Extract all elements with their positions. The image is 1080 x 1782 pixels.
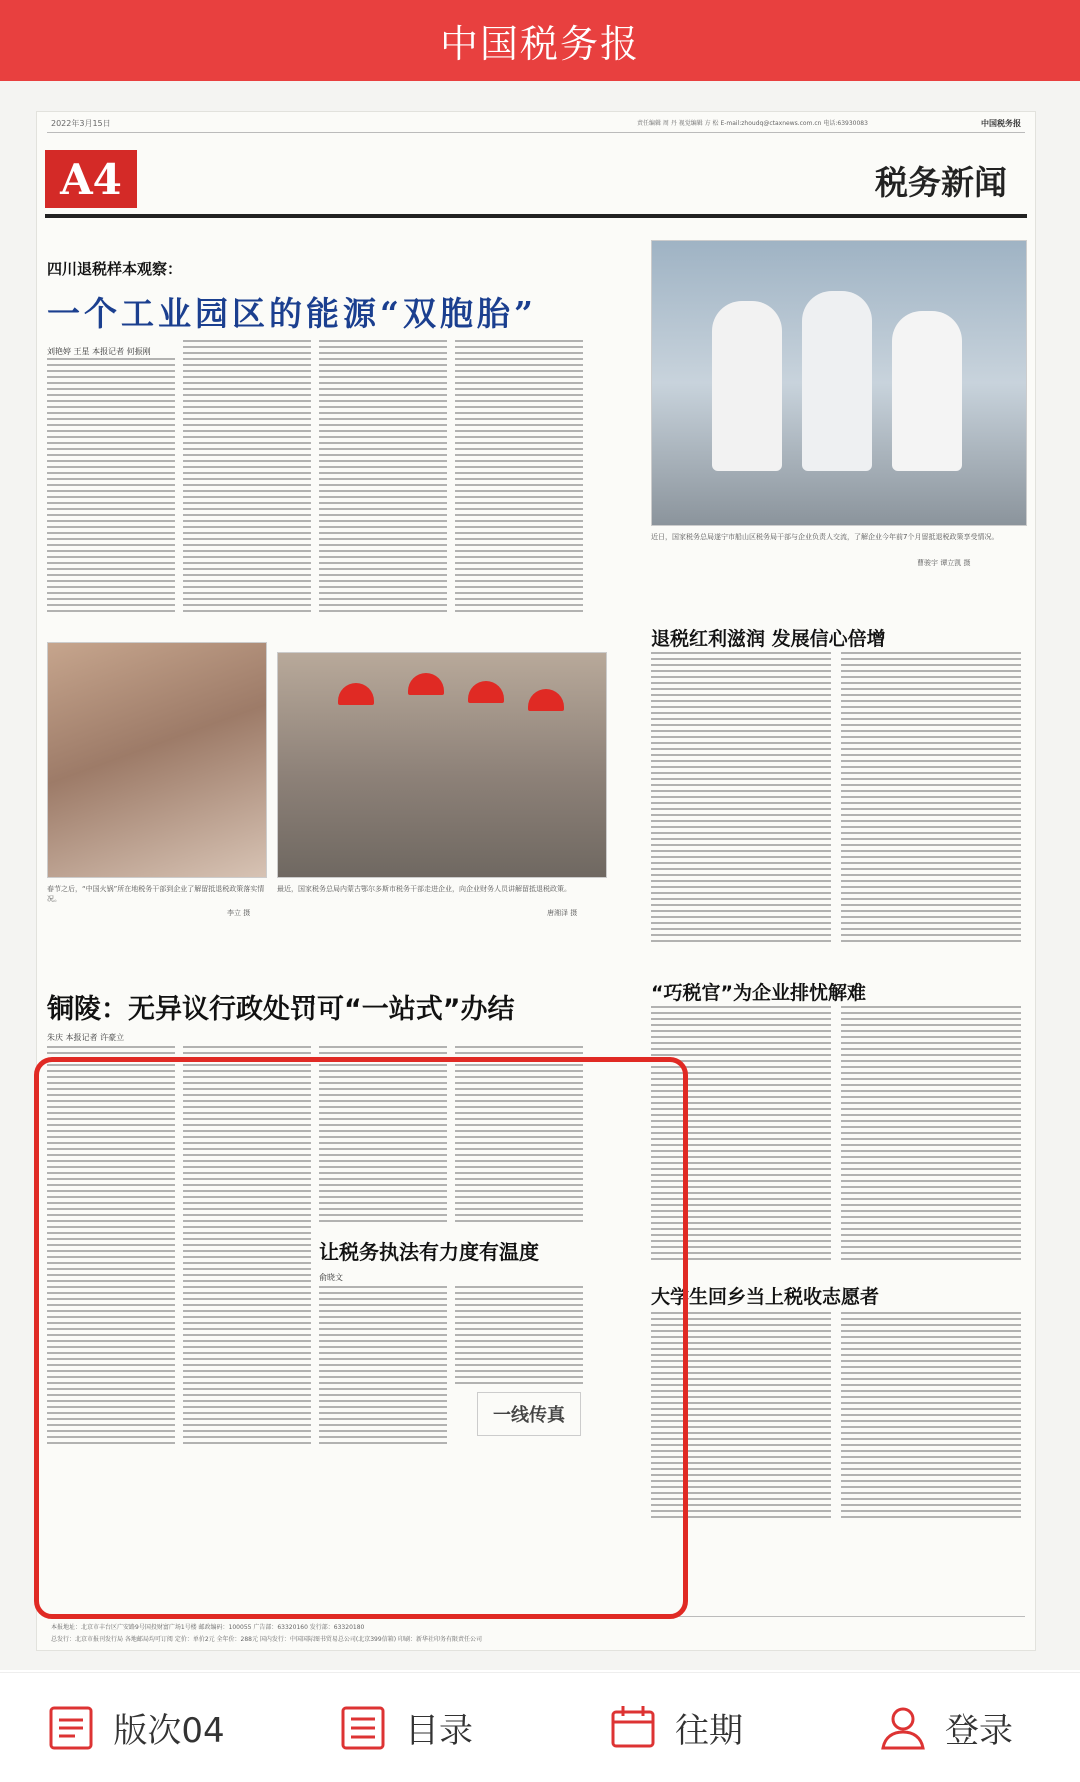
nav-login[interactable] <box>810 1702 1080 1754</box>
nav-edition[interactable] <box>0 1702 270 1754</box>
newspaper-viewer[interactable] <box>0 81 1080 1670</box>
lead-byline: 刘艳婷 王星 本报记者 何振刚 <box>47 347 151 356</box>
lead-title[interactable]: 一个工业园区的能源“双胞胎” <box>47 294 537 333</box>
issue-date: 2022年3月15日 <box>51 119 111 128</box>
masthead-rule <box>45 214 1027 218</box>
nav-edition-label: 版次04 <box>113 1711 225 1751</box>
footer-address: 本报地址：北京市丰台区广安路9号国投财富广场1号楼 邮政编码：100055 广告部：63320160 发行部：63320180 <box>51 1624 365 1631</box>
brand-small: 中国税务报 <box>981 119 1021 128</box>
photo3-caption: 最近，国家税务总局内蒙古鄂尔多斯市税务干部走进企业，向企业财务人员讲解留抵退税政策。 <box>277 885 571 893</box>
user-icon <box>877 1702 929 1754</box>
highlight-byline: 朱庆 本报记者 许豪立 <box>47 1033 125 1042</box>
lead-column-4 <box>455 340 583 614</box>
editor-info: 责任编辑 周 丹 视觉编辑 方 松 E-mail:zhoudq@ctaxnews.com.cn 电话:63930083 <box>637 120 868 127</box>
right-headline-3[interactable]: 大学生回乡当上税收志愿者 <box>651 1286 880 1308</box>
nav-catalog[interactable] <box>270 1702 540 1754</box>
right2-column-b <box>841 1006 1021 1260</box>
list-icon <box>337 1702 389 1754</box>
page-number-badge: A4 <box>45 150 137 208</box>
sub-article-title[interactable]: 让税务执法有力度有温度 <box>319 1240 539 1264</box>
photo1-caption: 近日，国家税务总局遂宁市船山区税务局干部与企业负责人交流，了解企业今年前7个月留抵退税政策享受情况。 <box>651 533 999 541</box>
right-headline-1[interactable]: 退税红利滋润 发展信心倍增 <box>651 628 886 650</box>
right-headline-2[interactable]: “巧税官”为企业排忧解难 <box>651 982 866 1004</box>
nav-archive-label: 往期 <box>675 1711 743 1751</box>
highlight-title[interactable]: 铜陵：无异议行政处罚可“一站式”办结 <box>47 994 515 1025</box>
right3-column-b <box>841 1312 1021 1522</box>
right1-column-a <box>651 652 831 942</box>
header-divider <box>47 132 1025 133</box>
edition-icon <box>45 1702 97 1754</box>
section-title: 税务新闻 <box>875 163 1007 202</box>
photo-hotpot-visit[interactable] <box>47 642 267 878</box>
photo3-credit: 唐湘泽 摄 <box>547 909 578 917</box>
column-stamp: 一线传真 <box>477 1392 581 1436</box>
app-header <box>0 0 1080 81</box>
footer-distribution: 总发行：北京市报刊发行局 各地邮局均可订阅 定价：单价2元 全年价：288元 国内发行：中国国际图书贸易总公司(北京399信箱) 印刷：新华社印务有限责任公司 <box>51 1636 482 1643</box>
photo-tax-officers[interactable] <box>651 240 1027 526</box>
nav-login-label: 登录 <box>945 1711 1013 1751</box>
bottom-nav <box>0 1672 1080 1782</box>
right1-column-b <box>841 652 1021 942</box>
photo2-credit: 李立 摄 <box>227 909 251 917</box>
article-highlight-frame[interactable] <box>34 1057 688 1619</box>
photo2-caption: 春节之后，“中国火锅”所在地税务干部到企业了解留抵退税政策落实情况。 <box>47 885 265 903</box>
app-title: 中国税务报 <box>439 22 640 66</box>
lead-column-2 <box>183 340 311 614</box>
photo-hardhat-workers[interactable] <box>277 652 607 878</box>
lead-kicker: 四川退税样本观察： <box>47 260 183 278</box>
nav-catalog-label: 目录 <box>405 1711 473 1751</box>
lead-column-3 <box>319 340 447 614</box>
sub-article-byline: 俞晓文 <box>319 1273 343 1282</box>
photo1-credit: 曹骏宇 谭立凯 摄 <box>917 559 971 567</box>
archive-icon <box>607 1702 659 1754</box>
lead-column-1 <box>47 358 175 614</box>
nav-archive[interactable] <box>540 1702 810 1754</box>
